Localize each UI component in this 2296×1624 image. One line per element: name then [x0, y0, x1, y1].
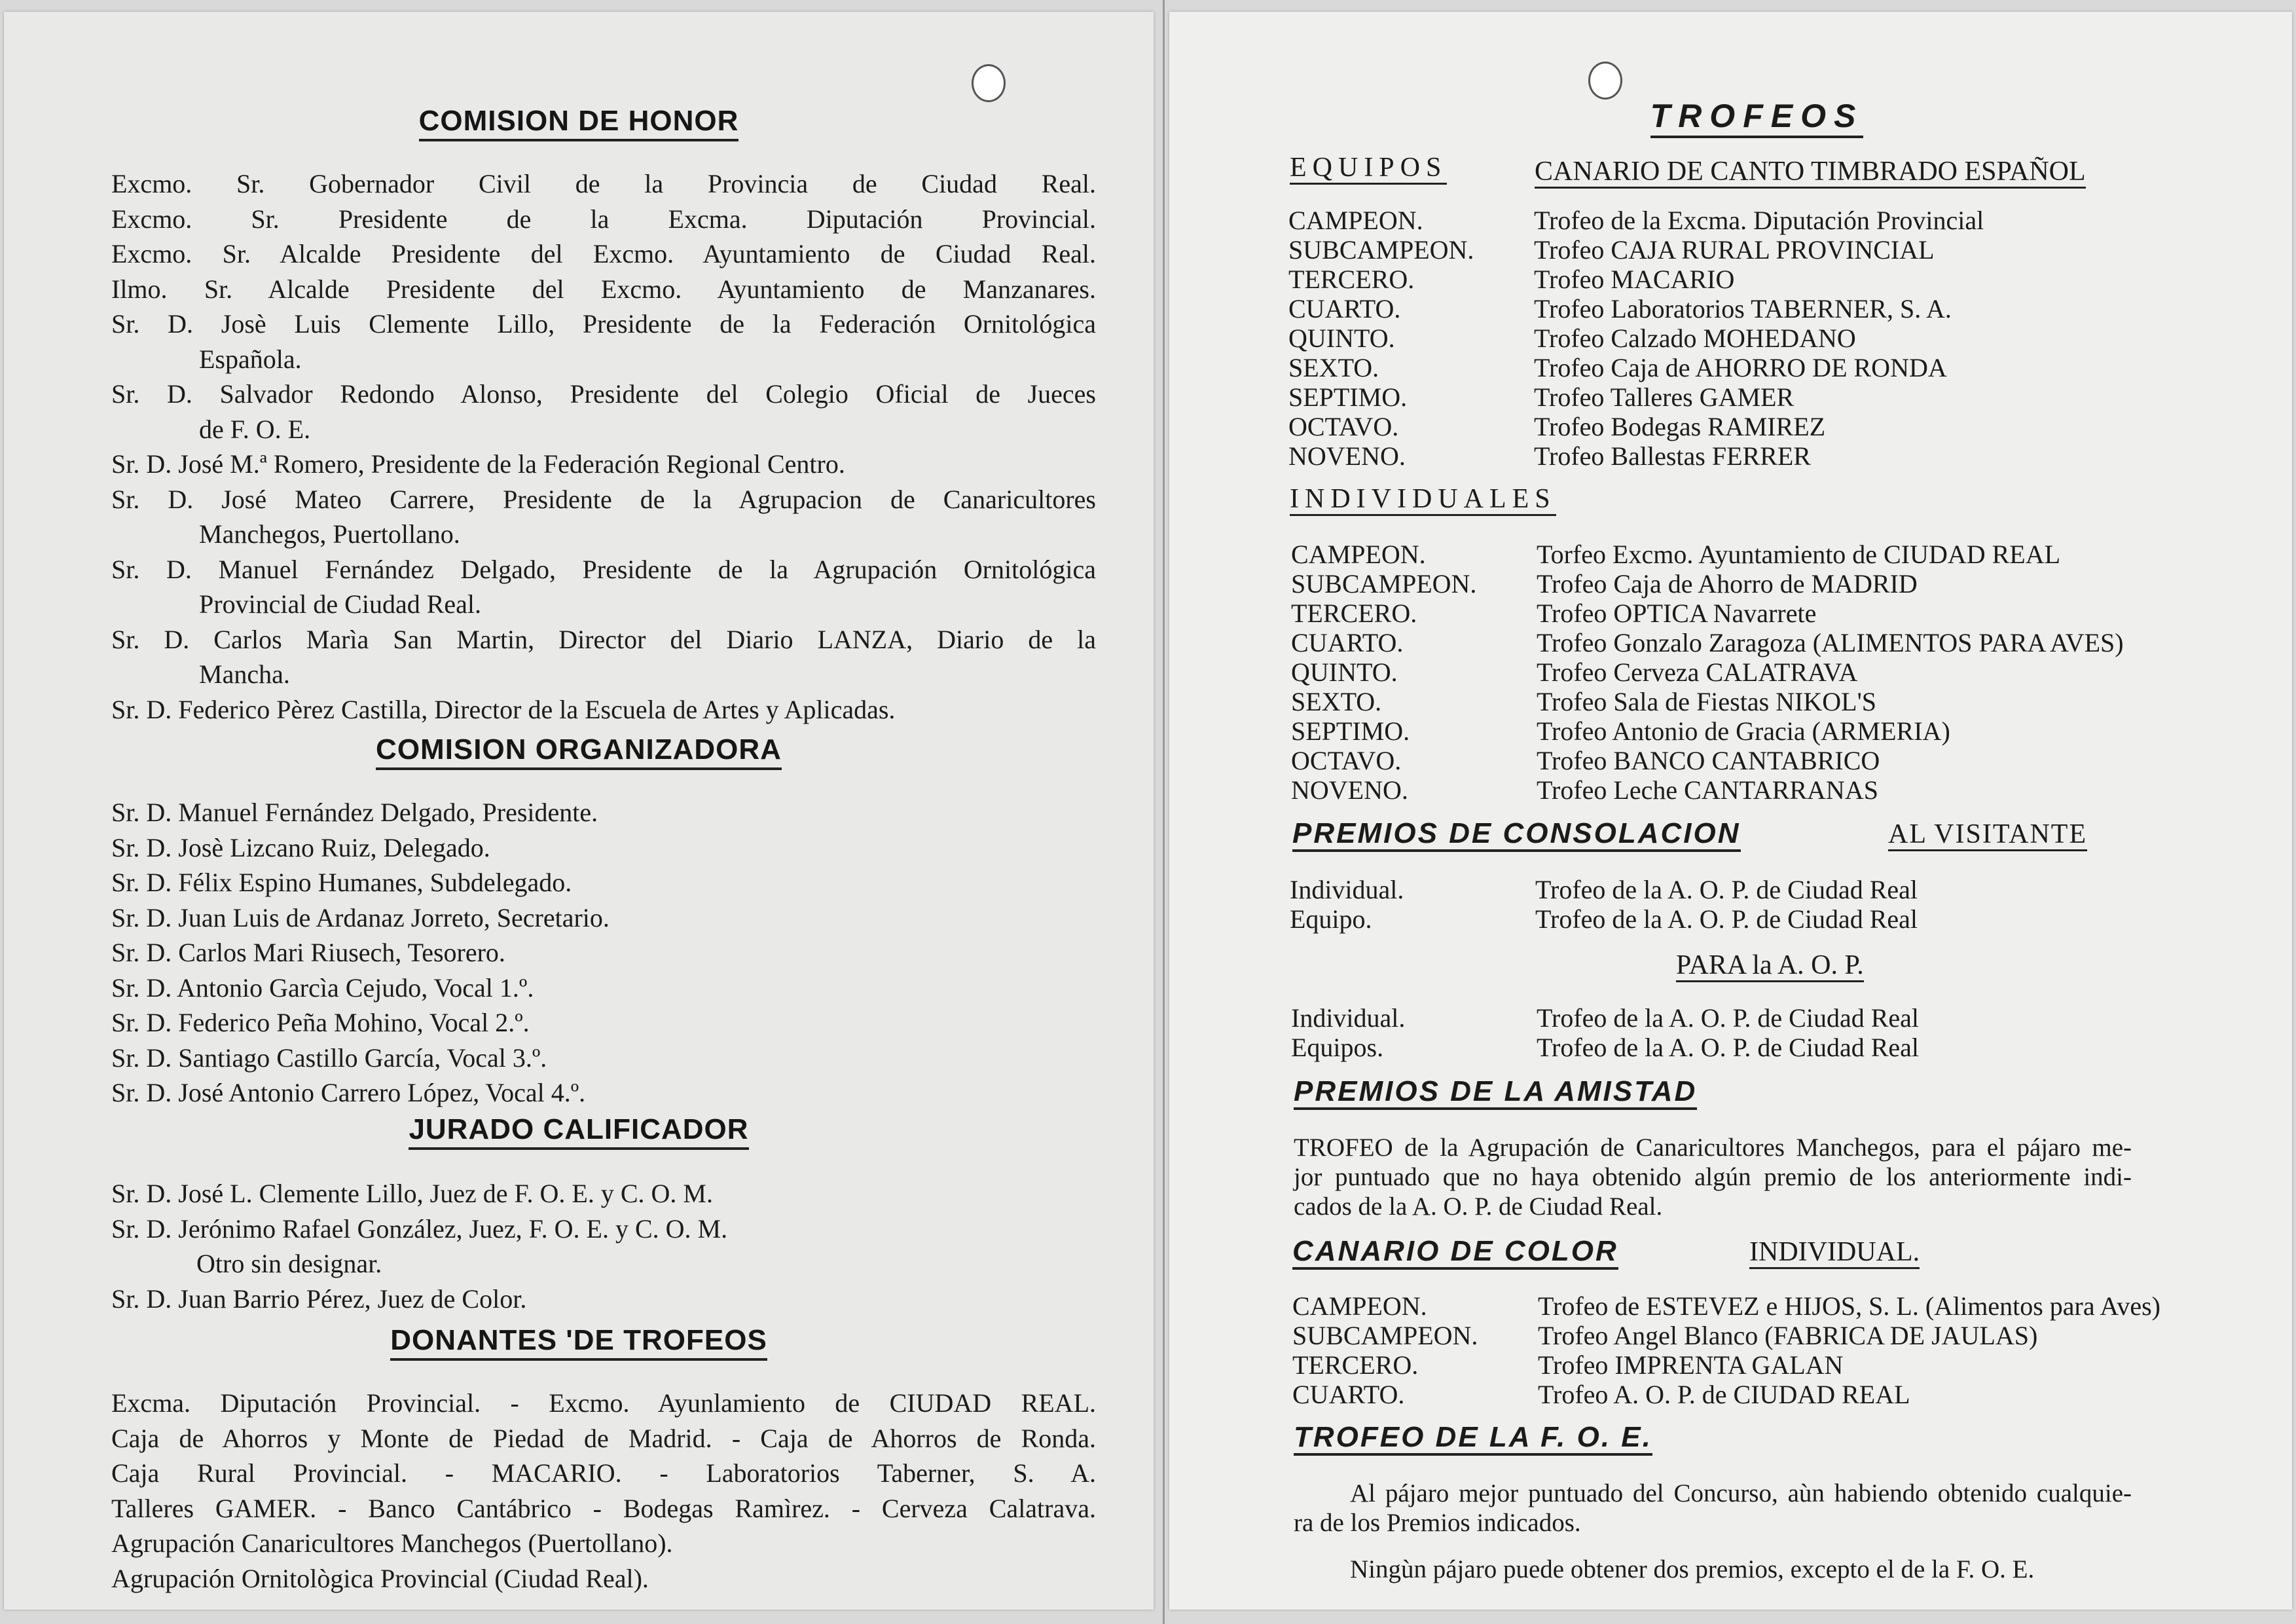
trofeos-title: TROFEOS: [1195, 97, 2292, 135]
table-row: [1292, 1350, 2160, 1380]
organizadora-line: Sr. D. Félix Espino Humanes, Subdelegado.: [111, 868, 572, 897]
trophy-label: Trofeo de ESTEVEZ e HIJOS, S. L. (Alimentos para Aves): [1538, 1291, 2160, 1321]
aop-table: [1291, 1003, 1919, 1062]
trophy-label: Trofeo Calzado MOHEDANO: [1534, 323, 1856, 353]
position-label: CUARTO.: [1288, 294, 1401, 323]
trophy-label: Trofeo IMPRENTA GALAN: [1538, 1350, 1844, 1380]
organizadora-line: Sr. D. Santiago Castillo García, Vocal 3.º.: [111, 1043, 547, 1073]
foe-paragraph: [1294, 1479, 2132, 1538]
trophy-label: Trofeo Sala de Fiestas NIKOL'S: [1537, 687, 1877, 716]
amistad-line: jor puntuado que no haya obtenido algún premio de los anteriormente indi-: [1294, 1163, 2132, 1191]
table-row: [1288, 382, 1984, 412]
section-title-honor: COMISION DE HONOR: [4, 105, 1154, 141]
table-row: [1288, 441, 1984, 471]
table-row: [1291, 599, 2124, 628]
honor-line: Excmo. Sr. Presidente de la Excma. Diputación Provincial.: [111, 204, 1096, 234]
table-row: [1288, 412, 1984, 441]
amistad-line: TROFEO de la Agrupación de Canaricultores Manchegos, para el pájaro me-: [1294, 1134, 2132, 1162]
honor-line: Sr. D. Josè Luis Clemente Lillo, Presidente de la Federación Ornitológica: [111, 309, 1096, 339]
honor-line: Sr. D. José M.ª Romero, Presidente de la Federación Regional Centro.: [111, 449, 845, 479]
table-row: [1288, 353, 1984, 382]
visitante-table: [1290, 875, 1918, 934]
table-row: [1288, 265, 1984, 294]
organizadora-line: Sr. D. José Antonio Carrero López, Vocal 4.º.: [111, 1078, 586, 1107]
donantes-line: Excma. Diputación Provincial. - Excmo. Ayunlamiento de CIUDAD REAL.: [111, 1388, 1096, 1418]
trophy-label: Trofeo Antonio de Gracia (ARMERIA): [1537, 716, 1950, 746]
equipos-label: EQUIPOS: [1290, 152, 1447, 183]
trophy-label: Trofeo Caja de AHORRO DE RONDA: [1534, 353, 1947, 382]
trophy-label: Trofeo OPTICA Navarrete: [1537, 599, 1817, 628]
trophy-label: Trofeo Talleres GAMER: [1534, 382, 1795, 412]
category-label: Equipo.: [1290, 904, 1372, 934]
position-label: CUARTO.: [1292, 1380, 1405, 1409]
table-row: [1291, 1003, 1919, 1033]
trophy-label: Trofeo A. O. P. de CIUDAD REAL: [1538, 1380, 1910, 1409]
trophy-label: Trofeo de la A. O. P. de Ciudad Real: [1535, 904, 1918, 934]
trophy-label: Torfeo Excmo. Ayuntamiento de CIUDAD REAL: [1537, 540, 2061, 569]
organizadora-list: [111, 795, 1096, 1111]
honor-line: Sr. D. Salvador Redondo Alonso, Presidente del Colegio Oficial de Jueces: [111, 379, 1096, 409]
trophy-label: Trofeo Laboratorios TABERNER, S. A.: [1534, 294, 1952, 323]
honor-line: Excmo. Sr. Alcalde Presidente del Excmo. Ayuntamiento de Ciudad Real.: [111, 239, 1096, 268]
section-title-donantes: DONANTES 'DE TROFEOS: [4, 1324, 1154, 1361]
trophy-label: Trofeo Gonzalo Zaragoza (ALIMENTOS PARA AVES): [1537, 628, 2124, 657]
section-title-organizadora: COMISION ORGANIZADORA: [4, 733, 1154, 770]
table-row: [1291, 716, 2124, 746]
donantes-line: Caja de Ahorros y Monte de Piedad de Madrid. - Caja de Ahorros de Ronda.: [111, 1423, 1096, 1453]
color-table: [1292, 1291, 2160, 1409]
jurado-list: [111, 1176, 1096, 1316]
honor-line: Sr. D. Federico Pèrez Castilla, Director de la Escuela de Artes y Aplicadas.: [111, 694, 896, 724]
position-label: TERCERO.: [1292, 1350, 1419, 1380]
trophy-label: Trofeo Caja de Ahorro de MADRID: [1537, 569, 1918, 599]
jurado-line: Sr. D. Jerónimo Rafael González, Juez, F. O. E. y C. O. M.: [111, 1213, 728, 1244]
position-label: SEXTO.: [1288, 353, 1379, 382]
category-label: Individual.: [1291, 1003, 1406, 1033]
table-row: [1290, 904, 1918, 934]
table-row: [1292, 1321, 2160, 1350]
trophy-label: Trofeo Ballestas FERRER: [1534, 441, 1811, 471]
individuales-table: [1291, 540, 2124, 805]
trophy-label: Trofeo de la A. O. P. de Ciudad Real: [1537, 1033, 1920, 1062]
trophy-label: Trofeo Bodegas RAMIREZ: [1534, 412, 1826, 441]
jurado-line: Sr. D. Juan Barrio Pérez, Juez de Color.: [111, 1283, 527, 1314]
position-label: CAMPEON.: [1292, 1291, 1427, 1321]
position-label: NOVENO.: [1291, 775, 1408, 805]
table-row: [1290, 875, 1918, 904]
organizadora-line: Sr. D. Carlos Mari Riusech, Tesorero.: [111, 938, 505, 967]
foe-heading: TROFEO DE LA F. O. E.: [1294, 1421, 1652, 1454]
trophy-label: Trofeo de la A. O. P. de Ciudad Real: [1535, 875, 1918, 904]
table-row: [1291, 687, 2124, 716]
visitante-label: AL VISITANTE: [1888, 819, 2087, 850]
table-row: [1291, 628, 2124, 657]
table-row: [1292, 1291, 2160, 1321]
position-label: SEPTIMO.: [1288, 382, 1408, 412]
position-label: SEPTIMO.: [1291, 716, 1410, 746]
donantes-line: Talleres GAMER. - Banco Cantábrico - Bodegas Ramìrez. - Cerveza Calatrava.: [111, 1493, 1096, 1523]
consolacion-heading: PREMIOS DE CONSOLACION: [1292, 817, 1741, 850]
table-row: [1291, 746, 2124, 775]
individuales-label: INDIVIDUALES: [1290, 483, 1556, 515]
amistad-line: cados de la A. O. P. de Ciudad Real.: [1294, 1192, 1663, 1221]
page-divider: [1163, 0, 1165, 1624]
trophy-label: Trofeo Cerveza CALATRAVA: [1537, 657, 1858, 687]
foe-note: Ningùn pájaro puede obtener dos premios, excepto el de la F. O. E.: [1350, 1555, 2035, 1583]
honor-line: Provincial de Ciudad Real.: [199, 589, 482, 619]
table-row: [1288, 294, 1984, 323]
jurado-line: Otro sin designar.: [196, 1249, 382, 1278]
position-label: SEXTO.: [1291, 687, 1382, 716]
table-row: [1292, 1380, 2160, 1409]
organizadora-line: Sr. D. Juan Luis de Ardanaz Jorreto, Secretario.: [111, 902, 610, 932]
position-label: OCTAVO.: [1288, 412, 1399, 441]
trophy-label: Trofeo BANCO CANTABRICO: [1537, 746, 1880, 775]
position-label: CAMPEON.: [1291, 540, 1426, 569]
left-page: [4, 12, 1154, 1610]
trophy-label: Trofeo Leche CANTARRANAS: [1537, 775, 1878, 805]
donantes-list: [111, 1386, 1096, 1596]
category-label: Individual.: [1290, 875, 1404, 904]
trophy-label: Trofeo MACARIO: [1534, 265, 1735, 294]
organizadora-line: Sr. D. Antonio Garcìa Cejudo, Vocal 1.º.: [111, 972, 534, 1003]
position-label: TERCERO.: [1291, 599, 1417, 628]
donantes-line: Caja Rural Provincial. - MACARIO. - Laboratorios Taberner, S. A.: [111, 1458, 1096, 1488]
category-label: Equipos.: [1291, 1033, 1384, 1062]
organizadora-line: Sr. D. Josè Lizcano Ruiz, Delegado.: [111, 832, 490, 862]
trophy-label: Trofeo CAJA RURAL PROVINCIAL: [1534, 235, 1935, 265]
donantes-line: Agrupación Canaricultores Manchegos (Puertollano).: [111, 1528, 673, 1558]
honor-line: Excmo. Sr. Gobernador Civil de la Provincia de Ciudad Real.: [111, 169, 1096, 198]
amistad-heading: PREMIOS DE LA AMISTAD: [1294, 1075, 1697, 1108]
table-row: [1291, 569, 2124, 599]
position-label: SUBCAMPEON.: [1288, 235, 1474, 265]
position-label: CUARTO.: [1291, 628, 1404, 657]
table-row: [1291, 775, 2124, 805]
table-row: [1288, 323, 1984, 353]
organizadora-line: Sr. D. Manuel Fernández Delgado, Presidente.: [111, 798, 598, 827]
honor-list: [111, 166, 1096, 727]
trophy-label: Trofeo de la A. O. P. de Ciudad Real: [1537, 1003, 1920, 1033]
position-label: SUBCAMPEON.: [1291, 569, 1477, 599]
position-label: SUBCAMPEON.: [1292, 1321, 1478, 1350]
foe-line: ra de los Premios indicados.: [1294, 1509, 1581, 1537]
equipos-table: [1288, 206, 1984, 471]
punch-hole: [1588, 62, 1622, 100]
trophy-label: Trofeo Angel Blanco (FABRICA DE JAULAS): [1538, 1321, 2038, 1350]
donantes-line: Agrupación Ornitològica Provincial (Ciudad Real).: [111, 1563, 649, 1593]
honor-line: Sr. D. Manuel Fernández Delgado, Presidente de la Agrupación Ornitológica: [111, 554, 1096, 584]
table-row: [1291, 540, 2124, 569]
canario-canto-label: CANARIO DE CANTO TIMBRADO ESPAÑOL: [1535, 156, 2086, 187]
table-row: [1291, 657, 2124, 687]
honor-line: Española.: [199, 344, 302, 374]
honor-line: Ilmo. Sr. Alcalde Presidente del Excmo. Ayuntamiento de Manzanares.: [111, 274, 1096, 304]
organizadora-line: Sr. D. Federico Peña Mohino, Vocal 2.º.: [111, 1008, 530, 1037]
position-label: OCTAVO.: [1291, 746, 1402, 775]
foe-line: Al pájaro mejor puntuado del Concurso, aùn habiendo obtenido cualquie-: [1350, 1479, 2132, 1507]
right-page: [1169, 12, 2292, 1610]
position-label: TERCERO.: [1288, 265, 1415, 294]
aop-label: PARA la A. O. P.: [1676, 950, 1864, 981]
punch-hole: [972, 64, 1006, 102]
position-label: QUINTO.: [1288, 323, 1395, 353]
amistad-paragraph: [1294, 1133, 2132, 1221]
table-row: [1288, 235, 1984, 265]
color-individual-label: INDIVIDUAL.: [1749, 1236, 1920, 1268]
section-title-jurado: JURADO CALIFICADOR: [4, 1113, 1154, 1150]
honor-line: Mancha.: [199, 659, 290, 689]
table-row: [1288, 206, 1984, 235]
table-row: [1291, 1033, 1919, 1062]
position-label: CAMPEON.: [1288, 206, 1423, 235]
position-label: QUINTO.: [1291, 657, 1398, 687]
honor-line: Manchegos, Puertollano.: [199, 519, 460, 549]
trophy-label: Trofeo de la Excma. Diputación Provincial: [1534, 206, 1984, 235]
honor-line: Sr. D. Carlos Marìa San Martin, Director del Diario LANZA, Diario de la: [111, 624, 1096, 654]
canario-color-heading: CANARIO DE COLOR: [1292, 1235, 1618, 1268]
honor-line: Sr. D. José Mateo Carrere, Presidente de la Agrupacion de Canaricultores: [111, 484, 1096, 514]
jurado-line: Sr. D. José L. Clemente Lillo, Juez de F. O. E. y C. O. M.: [111, 1179, 713, 1208]
position-label: NOVENO.: [1288, 441, 1406, 471]
honor-line: de F. O. E.: [199, 414, 311, 444]
